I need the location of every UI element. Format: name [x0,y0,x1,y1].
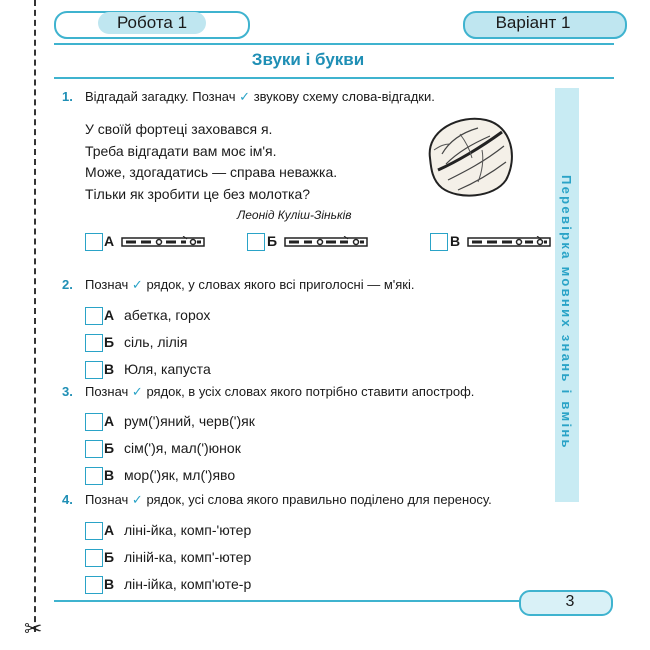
q2-option-a-letter: А [104,307,115,323]
q4-option-a-letter: А [104,522,115,538]
q4-text-after: рядок, усі слова якого правильно поділено для переносу. [146,492,492,507]
footer-divider [54,600,519,602]
q4-option-b-letter: Б [104,549,115,565]
q3-number: 3. [62,384,73,399]
q2-number: 2. [62,277,73,292]
q3-text-after: рядок, в усіх словах якого потрібно ставити апостроф. [146,384,475,399]
q3-option-c-letter: В [104,467,115,483]
q2-option-b-letter: Б [104,334,115,350]
q1-text-before: Відгадай загадку. Познач [85,89,236,104]
q4-option-b-text: ліній-ка, комп'-ютер [124,549,252,565]
sound-scheme-icon [284,236,368,248]
check-icon: ✓ [239,89,251,104]
q3-option-a-letter: А [104,413,115,429]
q1-option-a-letter: А [104,233,115,249]
sound-scheme-icon [121,236,205,248]
sound-scheme-icon [467,236,551,248]
q1-number: 1. [62,89,73,104]
q2-text-after: рядок, у словах якого всі приголосні — м'які. [146,277,415,292]
poem-line: Тільки як зробити це без молотка? [85,185,311,202]
q4-option-c-checkbox[interactable] [85,576,103,594]
page-title: Звуки і букви [251,50,365,69]
q2-option-a-checkbox[interactable] [85,307,103,325]
walnut-icon [420,110,520,200]
poem-line: Може, здогадатись — справа неважка. [85,164,338,180]
q1-text [85,89,435,105]
q3-text-before: Познач [85,384,129,399]
q2-option-c-text: Юля, капуста [124,361,211,377]
q3-option-a-checkbox[interactable] [85,413,103,431]
q2-option-c-letter: В [104,361,115,377]
q4-number: 4. [62,492,73,507]
q3-text [85,384,474,400]
q1-option-a-checkbox[interactable] [85,233,103,251]
variant-label: Варіант 1 [495,13,571,32]
q2-option-b-checkbox[interactable] [85,334,103,352]
poem-author: Леонід Куліш-Зіньків [237,208,352,222]
riddle-poem [85,119,337,205]
q2-option-a-text: абетка, горох [124,307,211,323]
q1-option-c-letter: В [450,233,461,249]
work-label: Робота 1 [116,13,188,32]
side-label: Перевірка мовних знань і вмінь [559,175,574,450]
q4-option-a-checkbox[interactable] [85,522,103,540]
q3-option-a-text: рум(')яний, черв(')як [124,413,255,429]
title-divider [54,77,614,79]
poem-line: У своїй фортеці заховався я. [85,121,273,137]
check-icon: ✓ [131,277,143,292]
q4-text [85,492,492,508]
poem-line: Треба відгадати вам моє ім'я. [85,142,277,159]
cut-line [34,0,36,632]
q1-text-after: звукову схему слова-відгадки. [253,89,435,104]
q3-option-b-text: сім(')я, мал(')юнок [124,440,241,456]
q1-option-b-letter: Б [267,233,278,249]
q1-option-c-checkbox[interactable] [430,233,448,251]
q3-option-b-checkbox[interactable] [85,440,103,458]
q4-text-before: Познач [85,492,129,507]
q3-option-c-text: мор(')як, мл(')яво [124,467,236,483]
header-divider [54,43,614,45]
q4-option-a-text: ліні-йка, комп-'ютер [124,522,252,538]
q4-option-b-checkbox[interactable] [85,549,103,567]
q3-option-b-letter: Б [104,440,115,456]
page-number: 3 [565,593,575,610]
check-icon: ✓ [131,384,143,399]
check-icon: ✓ [131,492,143,507]
q3-option-c-checkbox[interactable] [85,467,103,485]
q2-option-b-text: сіль, лілія [124,334,188,350]
q2-text-before: Познач [85,277,129,292]
q4-option-c-letter: В [104,576,115,592]
q4-option-c-text: лін-ійка, комп'юте-р [124,576,252,592]
q2-option-c-checkbox[interactable] [85,361,103,379]
q2-text [85,277,414,293]
scissors-icon: ✂ [24,616,43,641]
q1-option-b-checkbox[interactable] [247,233,265,251]
